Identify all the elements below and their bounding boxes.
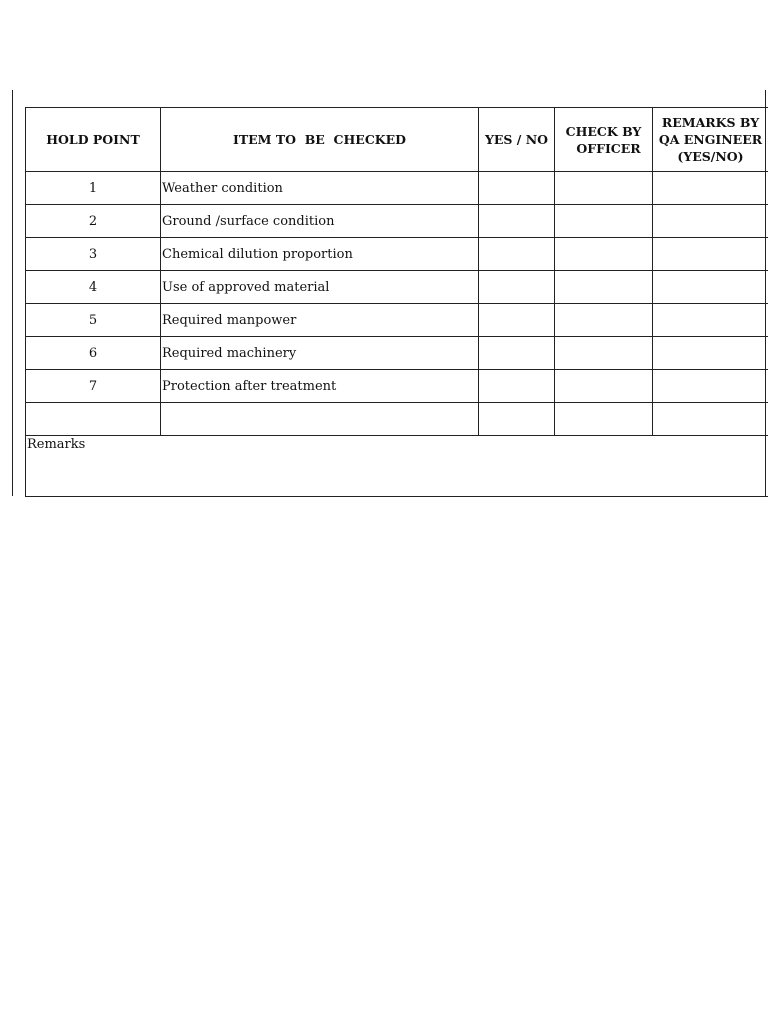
hold-point-number: 4 [26,271,161,304]
table-row [26,337,768,370]
check-by-officer-cell[interactable] [555,304,653,337]
yes-no-cell[interactable] [479,304,555,337]
header-item-to-be-checked: ITEM TO BE CHECKED [161,108,479,172]
table-row [26,238,768,271]
qa-remarks-cell[interactable] [653,238,768,271]
qa-remarks-cell[interactable] [653,205,768,238]
check-by-officer-cell[interactable] [555,238,653,271]
item-to-check: Protection after treatment [161,370,479,403]
header-yes-no: YES / NO [479,108,555,172]
item-to-check: Chemical dilution proportion [161,238,479,271]
qa-remarks-cell[interactable] [653,172,768,205]
remarks-field[interactable] [26,436,768,497]
hold-point-checklist-table [25,107,768,497]
item-to-check[interactable] [161,403,479,436]
remarks-label: Remarks [27,437,86,452]
qa-remarks-cell[interactable] [653,304,768,337]
yes-no-cell[interactable] [479,370,555,403]
table-header-row [26,108,768,172]
check-by-officer-cell[interactable] [555,172,653,205]
item-to-check: Required machinery [161,337,479,370]
qa-remarks-cell[interactable] [653,271,768,304]
table-row [26,370,768,403]
check-by-officer-cell[interactable] [555,271,653,304]
table-row [26,172,768,205]
yes-no-cell[interactable] [479,238,555,271]
header-remarks-by-qa-engineer: REMARKS BY QA ENGINEER (YES/NO) [653,108,768,172]
item-to-check: Weather condition [161,172,479,205]
qa-remarks-cell[interactable] [653,403,768,436]
qa-remarks-cell[interactable] [653,370,768,403]
check-by-officer-cell[interactable] [555,337,653,370]
header-hold-point: HOLD POINT [26,108,161,172]
yes-no-cell[interactable] [479,337,555,370]
check-by-officer-cell[interactable] [555,205,653,238]
yes-no-cell[interactable] [479,205,555,238]
header-check-by-officer: CHECK BY OFFICER [555,108,653,172]
remarks-row [26,436,768,497]
hold-point-number: 2 [26,205,161,238]
table-row [26,304,768,337]
qa-remarks-cell[interactable] [653,337,768,370]
item-to-check: Use of approved material [161,271,479,304]
yes-no-cell[interactable] [479,403,555,436]
hold-point-number: 6 [26,337,161,370]
check-by-officer-cell[interactable] [555,403,653,436]
item-to-check: Ground /surface condition [161,205,479,238]
yes-no-cell[interactable] [479,271,555,304]
hold-point-number: 5 [26,304,161,337]
yes-no-cell[interactable] [479,172,555,205]
page-left-rule [12,90,13,496]
hold-point-number: 3 [26,238,161,271]
table-row [26,205,768,238]
check-by-officer-cell[interactable] [555,370,653,403]
item-to-check: Required manpower [161,304,479,337]
table-row [26,271,768,304]
hold-point-number: 7 [26,370,161,403]
table-row-blank [26,403,768,436]
hold-point-number[interactable] [26,403,161,436]
hold-point-number: 1 [26,172,161,205]
